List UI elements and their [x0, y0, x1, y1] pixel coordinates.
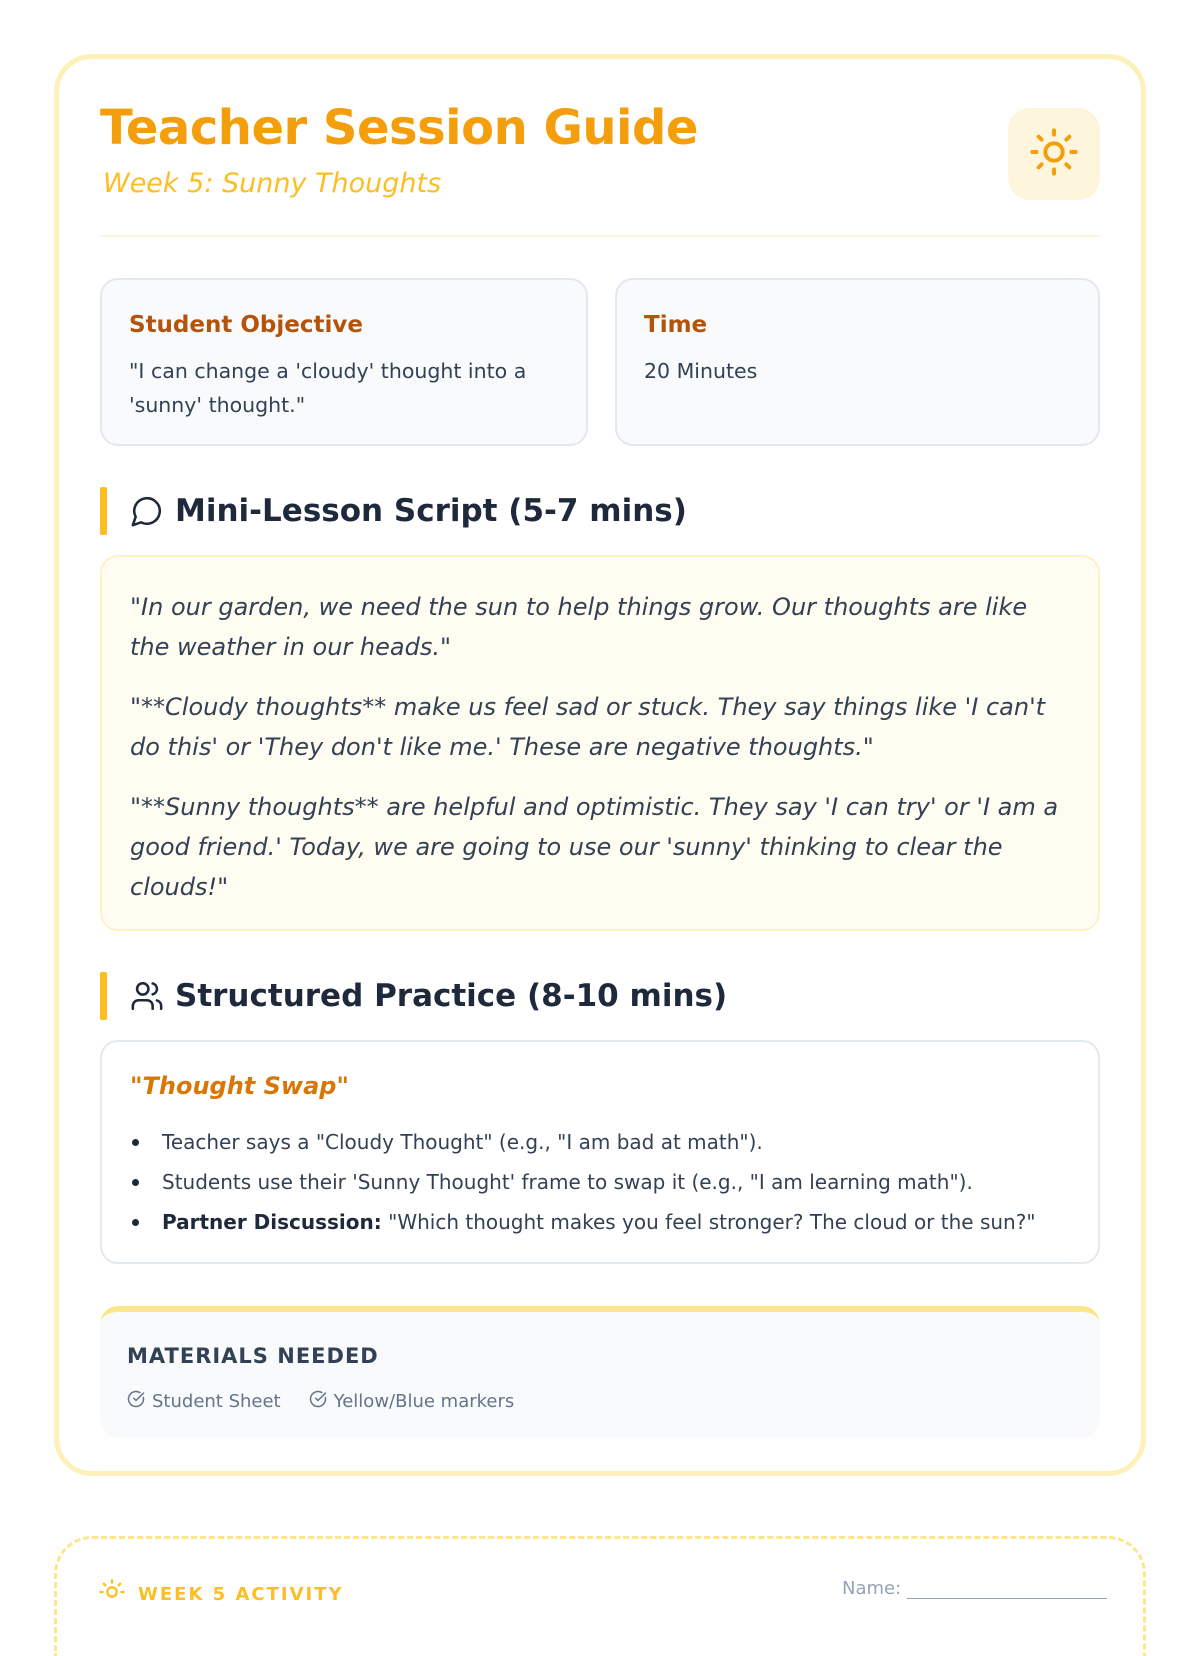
- practice-box: [100, 1040, 1100, 1264]
- list-item-text: "Which thought makes you feel stronger? The cloud or the sun?": [388, 1210, 1036, 1234]
- time-box: [615, 278, 1100, 446]
- activity-label: [98, 1578, 344, 1611]
- sun-badge: [1008, 108, 1100, 200]
- list-item: [130, 1122, 1036, 1162]
- name-underline[interactable]: [907, 1579, 1107, 1599]
- name-label: Name:: [842, 1578, 902, 1599]
- material-label: Yellow/Blue markers: [333, 1391, 515, 1412]
- activity-title: "Thought Swap": [130, 1072, 349, 1100]
- materials-title: MATERIALS NEEDED: [127, 1344, 379, 1368]
- header-divider: [100, 235, 1100, 237]
- materials-box: [100, 1306, 1100, 1438]
- mini-lesson-title: Mini-Lesson Script (5-7 mins): [175, 493, 687, 529]
- name-field[interactable]: [842, 1578, 1107, 1599]
- time-text: 20 Minutes: [644, 359, 758, 383]
- objective-label: Student Objective: [129, 312, 363, 338]
- practice-heading: [100, 972, 727, 1020]
- objective-box: [100, 278, 588, 446]
- time-label: Time: [644, 312, 708, 338]
- material-item: [309, 1390, 515, 1413]
- users-icon: [129, 978, 165, 1014]
- sun-icon: [98, 1578, 126, 1611]
- list-item: [130, 1202, 1036, 1242]
- page-subtitle: Week 5: Sunny Thoughts: [103, 168, 442, 199]
- page-title: Teacher Session Guide: [100, 100, 698, 156]
- material-item: [127, 1390, 281, 1413]
- check-circle-icon: [309, 1390, 327, 1413]
- section-accent-bar: [100, 487, 107, 535]
- section-accent-bar: [100, 972, 107, 1020]
- practice-title: Structured Practice (8-10 mins): [175, 978, 728, 1014]
- list-item-text: Teacher says a "Cloudy Thought" (e.g., "I am bad at math").: [162, 1130, 763, 1154]
- practice-list: [130, 1122, 1036, 1242]
- speech-bubble-icon: [129, 493, 165, 529]
- script-paragraph: "In our garden, we need the sun to help things grow. Our thoughts are like the weather in our heads.": [130, 593, 1028, 661]
- script-paragraph: "**Sunny thoughts** are helpful and optimistic. They say 'I can try' or 'I am a good friend.' Today, we are going to use our 'sunny' thinking to clear the clouds!": [130, 793, 1059, 901]
- sun-icon: [1028, 126, 1080, 182]
- material-label: Student Sheet: [152, 1391, 281, 1412]
- objective-text: "I can change a 'cloudy' thought into a 'sunny' thought.": [129, 359, 527, 417]
- mini-lesson-heading: [100, 487, 687, 535]
- list-item-text: Students use their 'Sunny Thought' frame to swap it (e.g., "I am learning math").: [162, 1170, 973, 1194]
- list-item-lead: Partner Discussion:: [162, 1210, 382, 1234]
- script-paragraph: "**Cloudy thoughts** make us feel sad or stuck. They say things like 'I can't do this' or 'They don't like me.' These are negative thoughts.": [130, 693, 1046, 761]
- materials-list: [127, 1390, 514, 1413]
- activity-label-text: WEEK 5 ACTIVITY: [138, 1584, 344, 1605]
- check-circle-icon: [127, 1390, 145, 1413]
- list-item: [130, 1162, 1036, 1202]
- script-box: [100, 555, 1100, 931]
